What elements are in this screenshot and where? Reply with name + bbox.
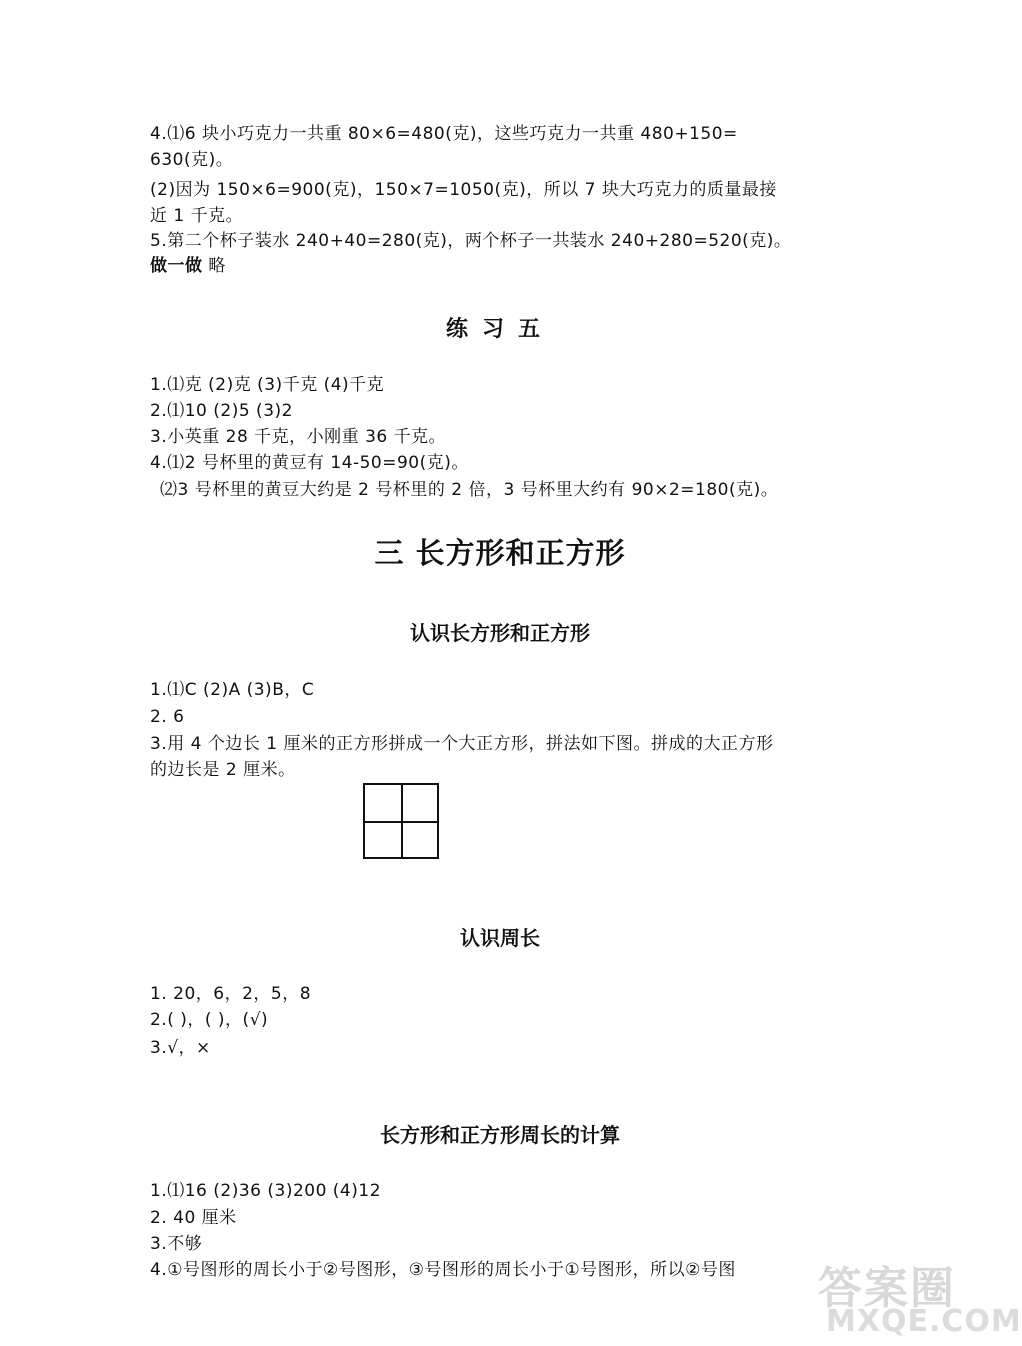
answer-line: 2.⑴10 (2)5 (3)2 bbox=[150, 401, 293, 421]
grid-horizontal-line bbox=[365, 821, 437, 823]
watermark-logo-text: 答案圈 bbox=[818, 1263, 956, 1314]
subsection-title: 认识周长 bbox=[460, 926, 540, 950]
answer-line: ⑵3 号杯里的黄豆大约是 2 号杯里的 2 倍，3 号杯里大约有 90×2=180(克)。 bbox=[160, 480, 779, 500]
answer-line: 1. 20，6，2，5，8 bbox=[150, 984, 312, 1004]
watermark-url: MXQE.COM bbox=[826, 1304, 1022, 1339]
subsection-title: 认识长方形和正方形 bbox=[410, 621, 590, 645]
answer-line: 近 1 千克。 bbox=[150, 206, 244, 226]
answer-line: 5.第二个杯子装水 240+40=280(克)，两个杯子一共装水 240+280=520(克)。 bbox=[150, 231, 792, 251]
answer-line: 2. 40 厘米 bbox=[150, 1208, 237, 1228]
answer-line: 3.用 4 个边长 1 厘米的正方形拼成一个大正方形，拼法如下图。拼成的大正方形 bbox=[150, 734, 774, 754]
answer-line: 630(克)。 bbox=[150, 150, 234, 170]
answer-line: 1.⑴C (2)A (3)B，C bbox=[150, 680, 315, 700]
answer-line: 1.⑴16 (2)36 (3)200 (4)12 bbox=[150, 1181, 382, 1201]
answer-line: 的边长是 2 厘米。 bbox=[150, 760, 296, 780]
answer-line: 2.( )，( )，(√) bbox=[150, 1010, 269, 1030]
answer-line: 1.⑴克 (2)克 (3)千克 (4)千克 bbox=[150, 375, 385, 395]
square-grid-figure bbox=[363, 783, 439, 859]
activity-text: 略 bbox=[202, 256, 226, 276]
chapter-title: 三 长方形和正方形 bbox=[374, 536, 626, 570]
watermark bbox=[818, 1252, 1022, 1342]
answer-line: 4.①号图形的周长小于②号图形，③号图形的周长小于①号图形，所以②号图 bbox=[150, 1260, 736, 1280]
answer-line bbox=[150, 254, 226, 278]
answer-line: (2)因为 150×6=900(克)，150×7=1050(克)，所以 7 块大巧克力的质量最接 bbox=[150, 180, 777, 200]
answer-line: 4.⑴6 块小巧克力一共重 80×6=480(克)，这些巧克力一共重 480+150= bbox=[150, 124, 738, 144]
section-title: 练习五 bbox=[445, 317, 554, 342]
activity-label: 做一做 bbox=[150, 256, 203, 276]
subsection-title: 长方形和正方形周长的计算 bbox=[380, 1123, 620, 1147]
answer-line: 3.不够 bbox=[150, 1234, 203, 1254]
answer-line: 3.√，× bbox=[150, 1038, 211, 1058]
answer-line: 4.⑴2 号杯里的黄豆有 14-50=90(克)。 bbox=[150, 453, 469, 473]
answer-line: 2. 6 bbox=[150, 707, 185, 727]
answer-line: 3.小英重 28 千克，小刚重 36 千克。 bbox=[150, 427, 447, 447]
